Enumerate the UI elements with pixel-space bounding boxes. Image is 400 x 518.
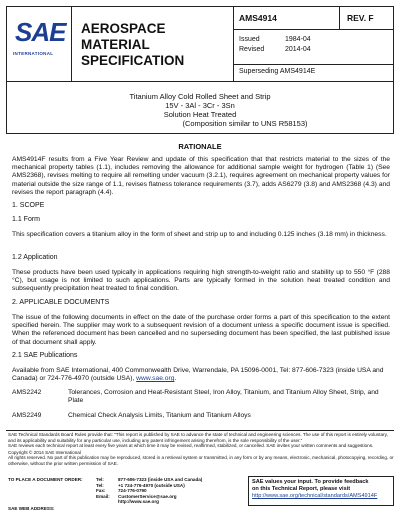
- tel-usa: 877-606-7323 (inside USA and Canada): [118, 477, 203, 482]
- fax-number: 724-776-0790: [118, 488, 147, 494]
- issued-label: Issued: [239, 36, 260, 43]
- sae-website-link[interactable]: www.sae.org: [136, 375, 175, 383]
- feedback-line-2: on this Technical Report, please visit: [252, 486, 351, 492]
- footer-rules: SAE Technical Standards Board Rules provide that: "This report is published by SAE to advance the state of technical and engineering sciences. The use of this report is entirely voluntary, and its applicability and suitability for any particular use, including any patent infringement arising therefrom, is the sole responsibility of the user.": [8, 432, 388, 443]
- doc-number: AMS4914: [239, 13, 277, 23]
- subject-line-2: 15V - 3Al - 3Cr - 3Sn: [165, 101, 235, 110]
- email-address[interactable]: CustomerService@sae.org: [118, 493, 177, 499]
- section-2-heading: 2. APPLICABLE DOCUMENTS: [12, 299, 110, 306]
- footer-copyright: Copyright © 2014 SAE International: [8, 449, 81, 455]
- subject-line-4: (Composition similar to UNS R58153): [182, 119, 308, 128]
- feedback-box: [248, 476, 394, 506]
- section-1-1-heading: 1.1 Form: [12, 216, 41, 223]
- section-1-1-text: This specification covers a titanium alloy in the form of sheet and strip up to and including 0.125 inches (3.18 mm) in thickness.: [12, 231, 387, 238]
- section-2-1-text-body: Available from SAE International, 400 Commonwealth Drive, Warrendale, PA 15096-0001, Tel: 877-606-7323 (inside USA and Canada) or 724-776-4970 (outside USA),: [12, 367, 384, 383]
- section-2-1-heading: 2.1 SAE Publications: [12, 352, 78, 359]
- title-line-1: AEROSPACE MATERIAL: [81, 21, 166, 52]
- revised-label: Revised: [239, 46, 265, 53]
- revision: REV. F: [347, 13, 374, 23]
- subject-box: [6, 82, 394, 134]
- email-label: Email:: [96, 493, 110, 499]
- rationale-heading: RATIONALE: [178, 142, 222, 151]
- dates-cell: [233, 29, 393, 65]
- subject-line-3: Solution Heat Treated: [163, 110, 237, 119]
- tel-intl: +1 724-776-4970 (outside USA): [118, 482, 185, 488]
- superseding: Superseding AMS4914E: [239, 68, 316, 75]
- title-line-2: SPECIFICATION: [81, 53, 185, 68]
- sae-logo: SAE: [15, 17, 66, 47]
- superseding-cell: [233, 64, 393, 81]
- section-1-2-heading: 1.2 Application: [12, 254, 58, 261]
- document-type-title: [81, 21, 233, 69]
- ref-ams2249-code: AMS2249: [12, 412, 42, 419]
- contact-block: [96, 477, 202, 505]
- footer-review: SAE reviews each technical report at least every five years at which time it may be revised, reaffirmed, stabilized, or cancelled. SAE invites your written comments and suggestions.: [8, 443, 374, 449]
- tel2-label: Tel:: [96, 482, 104, 488]
- doc-number-cell: [233, 7, 340, 30]
- footer-legal: [8, 432, 394, 467]
- subject-line-1: Titanium Alloy Cold Rolled Sheet and Strip: [129, 92, 271, 101]
- order-label: TO PLACE A DOCUMENT ORDER:: [8, 477, 83, 482]
- section-2-1-text: Available from SAE International, 400 Commonwealth Drive, Warrendale, PA 15096-0001, Tel: 877-606-7323 (inside USA and Canada) or 724-776-4970 (outside USA), www.sae.org.: [12, 367, 384, 383]
- issued-date: 1984-04: [285, 36, 311, 43]
- feedback-link[interactable]: http://www.sae.org/technical/standards/AMS4914F: [252, 493, 378, 499]
- fax-label: Fax:: [96, 488, 106, 494]
- ref-ams2242-code: AMS2242: [12, 389, 42, 396]
- footer-rights: All rights reserved. No part of this publication may be reproduced, stored in a retrieval system or transmitted, in any form or by any means, electronic, mechanical, photocopying, recording, or otherwise, without the prior written permission of SAE.: [8, 455, 394, 466]
- section-2-text: The issue of the following documents in effect on the date of the purchase order forms a part of this specification to the extent specified herein. The supplier may work to a subsequent revision of a document unless a specific document issue is specified. When the referenced document has been cancelled and no superseding document has been specified, the last published issue of that document shall apply.: [12, 314, 390, 346]
- web-label: SAE WEB ADDRESS:: [8, 506, 55, 511]
- header-box: [6, 6, 394, 82]
- logo-cell: [7, 7, 72, 81]
- title-cell: [71, 7, 234, 81]
- ref-ams2242-title: Tolerances, Corrosion and Heat-Resistant Steel, Iron Alloy, Titanium, and Titanium Alloy Sheet, Strip, and Plate: [68, 389, 379, 405]
- web-address[interactable]: http://www.sae.org: [118, 499, 159, 505]
- rationale-text: AMS4914F results from a Five Year Review and update of this specification that that restricts material to the sizes of the mechanical property tables (1.1), includes removing the allowance for additional sample weight for hydrogen (Table 1) (See AMS2368), revises melting to require all remelting under vacuum (3.2.1), requires agreement on mechanical property values for material outside the size range of 1.1, revises flatness tolerance requirements (3.7), adds AS6279 (3.8) and AMS2368 (4.3) and revises the report paragraph (4.4).: [12, 156, 390, 196]
- revised-date: 2014-04: [285, 46, 311, 53]
- tel1-label: Tel:: [96, 477, 104, 482]
- feedback-line-1: SAE values your input. To provide feedback: [252, 479, 369, 485]
- footer-divider: [6, 430, 394, 431]
- ref-ams2249-title: Chemical Check Analysis Limits, Titanium and Titanium Alloys: [68, 412, 251, 419]
- revision-cell: [339, 7, 393, 30]
- section-1-heading: 1. SCOPE: [12, 202, 45, 209]
- section-1-2-text: These products have been used typically in applications requiring high strength-to-weight ratio and stability up to 550 °F (288 °C), but usage is not limited to such applications. Parts are typically formed in the solution heat treated condition and subsequently precipitation heat treated to final condition.: [12, 269, 390, 293]
- sae-logo-subtext: INTERNATIONAL: [13, 51, 54, 56]
